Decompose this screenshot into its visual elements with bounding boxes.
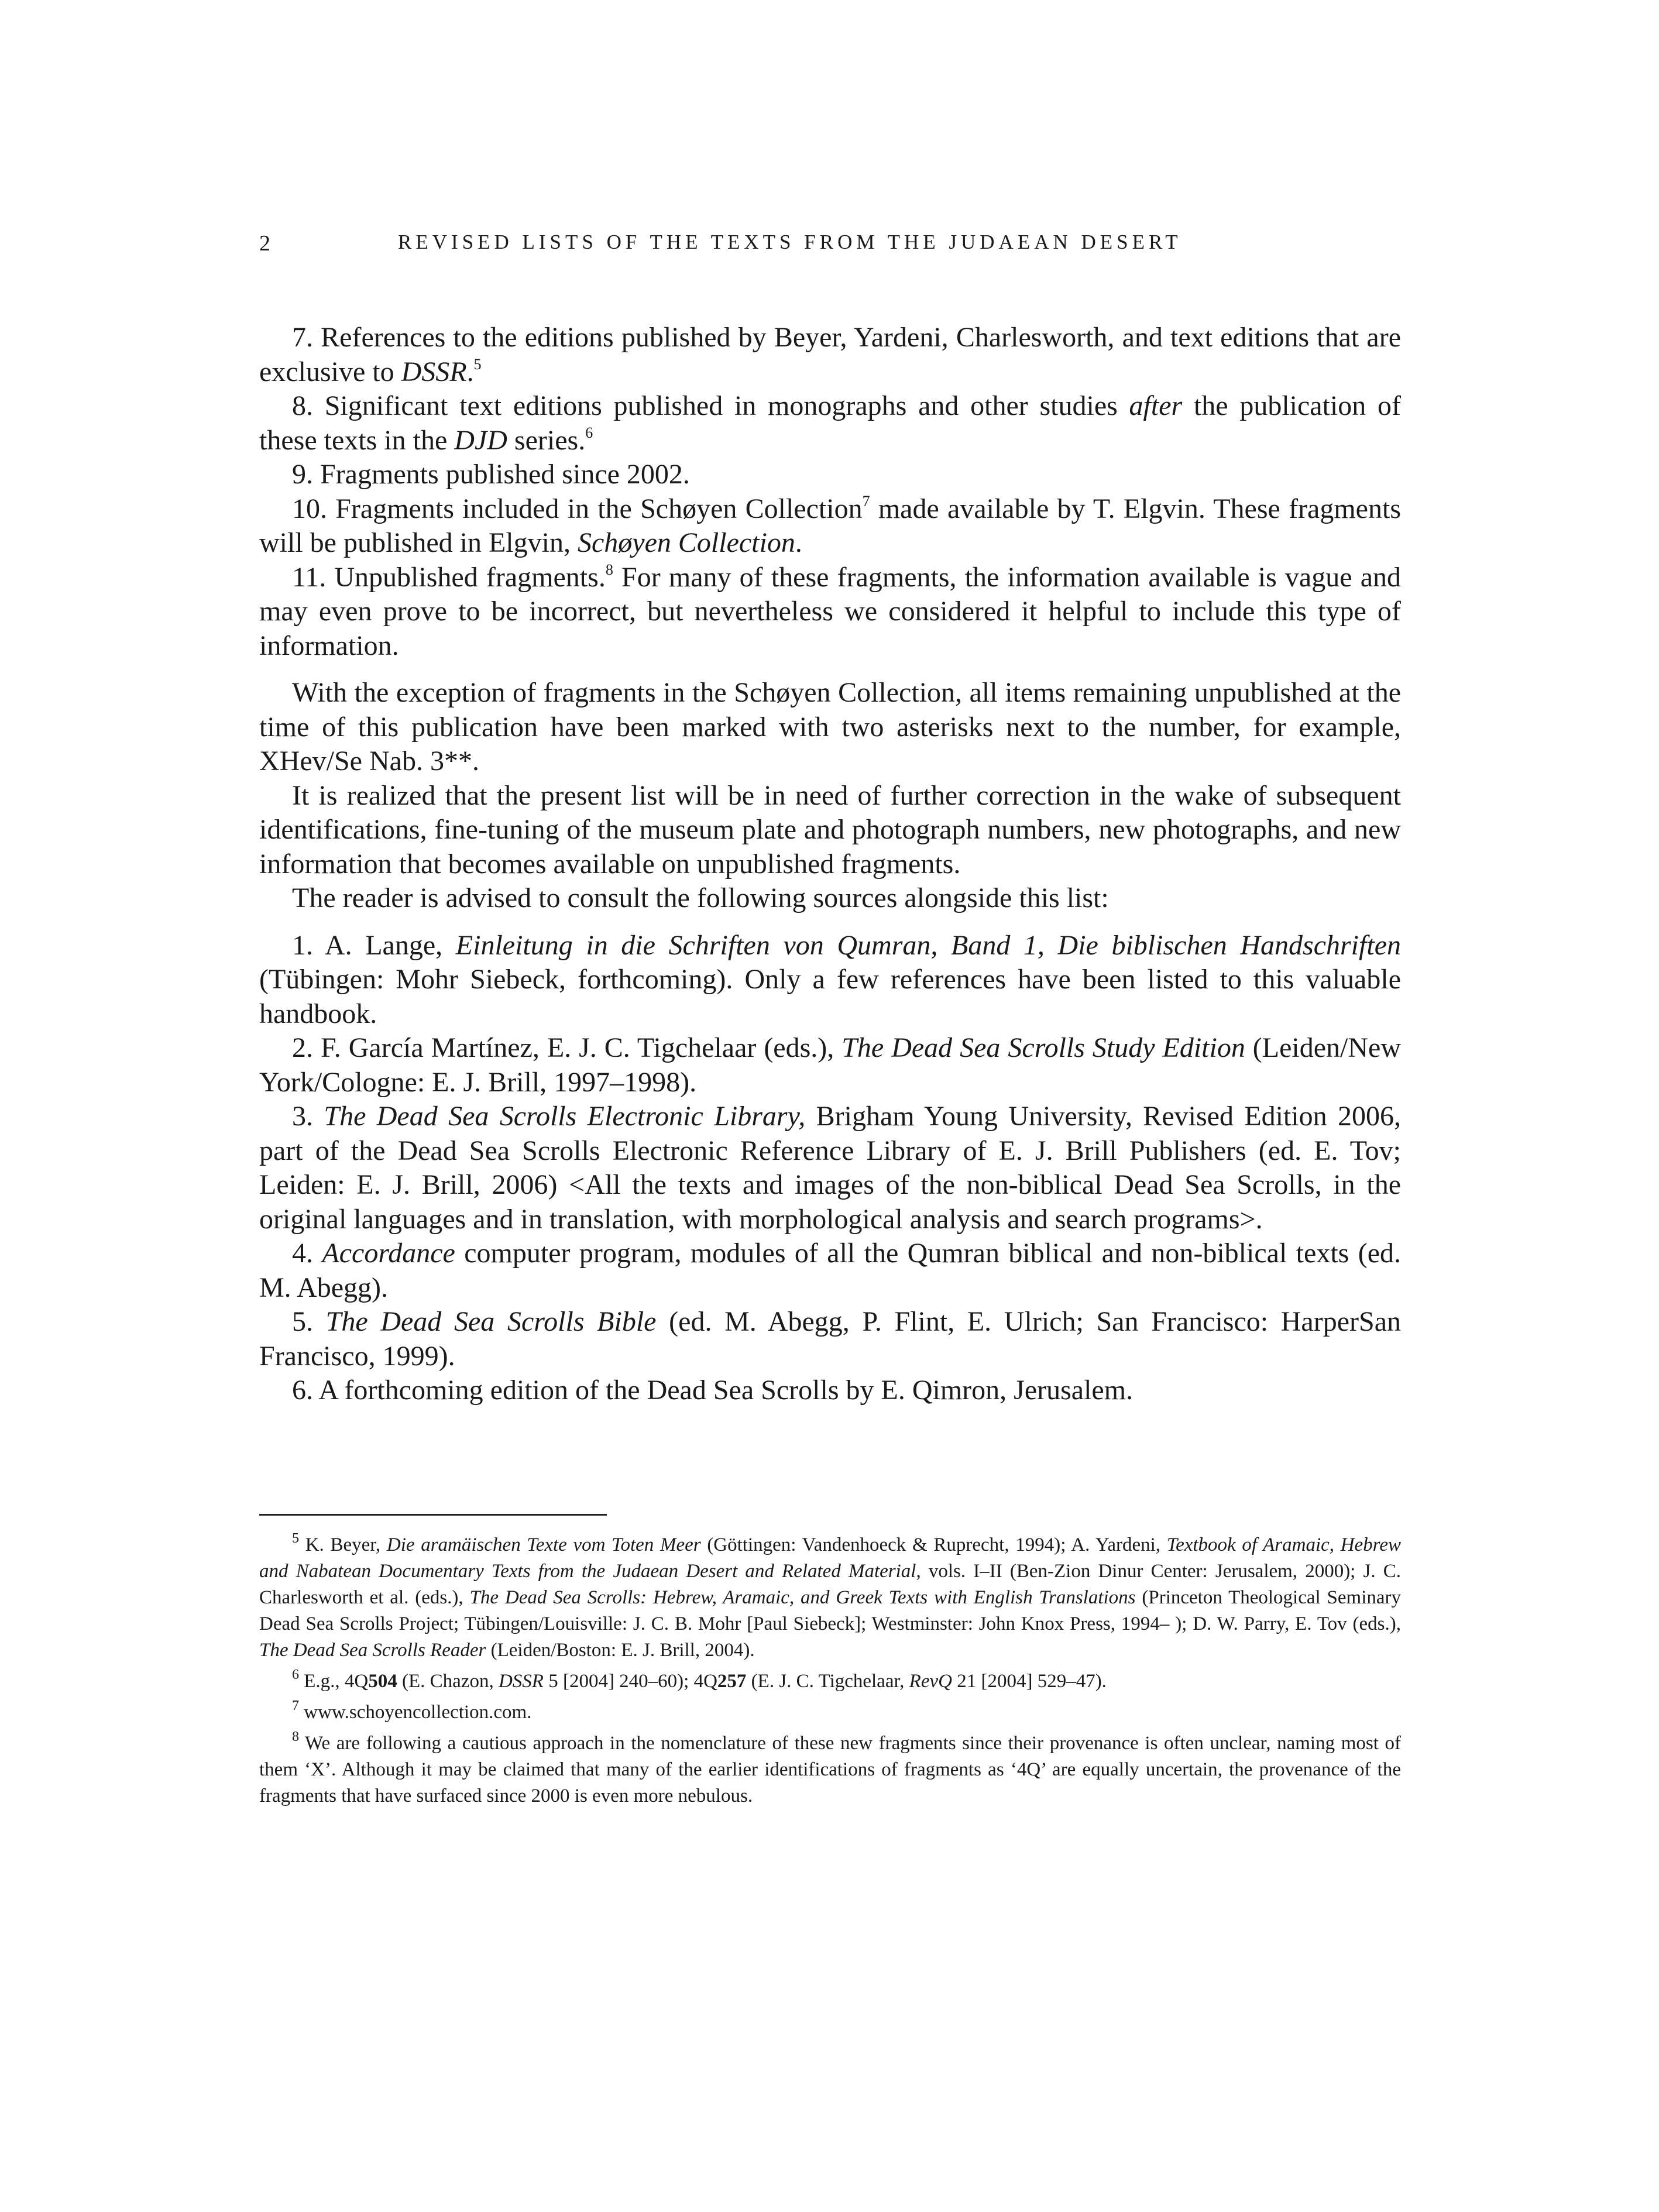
footnote-8: $^8$ We are following a cautious approach in the nomenclature of these new fragments since their provenance is often unclear, naming most of them ‘X’. Although it may be claimed that many of the earlier identifications of fragments as ‘4Q’ are equally uncertain, the provenance of the fragments that have surfaced since 2000 is even more nebulous.: [259, 1729, 1401, 1806]
footnote-ref-8: 8: [605, 561, 613, 578]
list-item-11: 11. Unpublished fragments.$^8$ For many of these fragments, the information available is vague and may even prove to be incorrect, but nevertheless we considered it helpful to include this type of information.: [259, 561, 1402, 661]
footnote-ref-6: 6: [585, 424, 593, 441]
source-item-2: 2. F. García Martínez, E. J. C. Tigchelaar (eds.), The Dead Sea Scrolls Study Edition (Leiden/New York/Cologne: E. J. Brill, 1997–1998).: [259, 1032, 1402, 1098]
main-text: [259, 321, 1401, 1408]
footnote-divider: [259, 1514, 607, 1516]
source-item-6: 6. A forthcoming edition of the Dead Sea Scrolls by E. Qimron, Jerusalem.: [292, 1375, 1134, 1406]
paragraph-realized: It is realized that the present list will be in need of further correction in the wake of subsequent identifications, fine-tuning of the museum plate and photograph numbers, new photographs, and new information that becomes available on unpublished fragments.: [259, 779, 1401, 880]
list-item-7: 7. References to the editions published by Beyer, Yardeni, Charlesworth, and text editions that are exclusive to DSSR.$^5$: [259, 322, 1401, 387]
footnote-ref-7: 7: [862, 492, 870, 510]
running-title: REVISED LISTS OF THE TEXTS FROM THE JUDAEAN DESERT: [398, 231, 1182, 253]
page-number: 2: [259, 231, 270, 256]
paragraph-advised: The reader is advised to consult the following sources alongside this list:: [292, 882, 1109, 913]
source-item-5: 5. The Dead Sea Scrolls Bible (ed. M. Abegg, P. Flint, E. Ulrich; San Francisco: HarperSan Francisco, 1999).: [259, 1306, 1402, 1372]
source-item-3: 3. The Dead Sea Scrolls Electronic Library, Brigham Young University, Revised Edition 2006, part of the Dead Sea Scrolls Electronic Reference Library of E. J. Brill Publishers (ed. E. Tov; Leiden: E. J. Brill, 2006) <All the texts and images of the non-biblical Dead Sea Scrolls, in the original languages and in translation, with morphological analysis and search programs>.: [259, 1101, 1402, 1235]
running-header: [0, 231, 1659, 260]
source-item-4: 4. Accordance computer program, modules of all the Qumran biblical and non-biblical texts (ed. M. Abegg).: [259, 1238, 1402, 1303]
list-item-9: 9. Fragments published since 2002.: [292, 459, 690, 490]
list-item-8: 8. Significant text editions published in monographs and other studies after the publication of these texts in the DJD series.$^6$: [259, 390, 1401, 456]
list-item-10: 10. Fragments included in the Schøyen Collection$^7$ made available by T. Elgvin. These fragments will be published in Elgvin, Schøyen Collection.: [259, 492, 1402, 558]
footnote-6: $^6$ E.g., 4Q504 (E. Chazon, DSSR 5 [2004] 240–60); 4Q257 (E. J. C. Tigchelaar, RevQ 21 [2004] 529–47).: [292, 1667, 1107, 1692]
footnote-ref-5: 5: [473, 355, 482, 373]
source-item-1: 1. A. Lange, Einleitung in die Schriften von Qumran, Band 1, Die biblischen Handschriften (Tübingen: Mohr Siebeck, forthcoming). Only a few references have been listed to this valuable handbook.: [259, 929, 1401, 1029]
paragraph-exception: With the exception of fragments in the Schøyen Collection, all items remaining unpublished at the time of this publication have been marked with two asterisks next to the number, for example, XHev/Se Nab. 3**.: [259, 677, 1401, 777]
footnote-5: $^5$ K. Beyer, Die aramäischen Texte vom Toten Meer (Göttingen: Vandenhoeck & Ruprecht, 1994); A. Yardeni, Textbook of Aramaic, Hebrew and Nabatean Documentary Texts from the Judaean Desert and Related Material, vols. I–II (Ben-Zion Dinur Center: Jerusalem, 2000); J. C. Charlesworth et al. (eds.), The Dead Sea Scrolls: Hebrew, Aramaic, and Greek Texts with English Translations (Princeton Theological Seminary Dead Sea Scrolls Project; Tübingen/Louisville: J. C. B. Mohr [Paul Siebeck]; Westminster: John Knox Press, 1994– ); D. W. Parry, E. Tov (eds.), The Dead Sea Scrolls Reader (Leiden/Boston: E. J. Brill, 2004).: [259, 1531, 1401, 1661]
footnotes: [259, 1532, 1401, 1814]
footnote-7: $^7$ www.schoyencollection.com.: [292, 1698, 532, 1723]
